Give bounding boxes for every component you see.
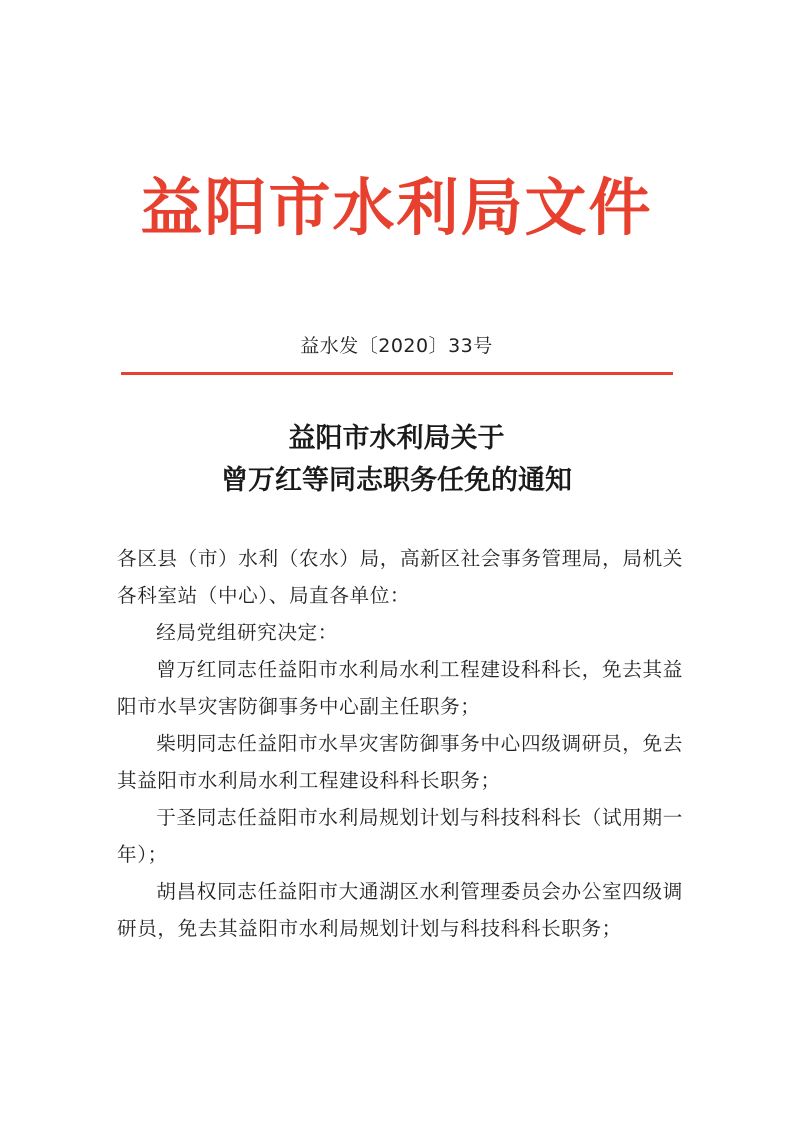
body-paragraph-1: 经局党组研究决定： (156, 621, 338, 644)
document-header-title: 益阳市水利局文件 (140, 171, 653, 244)
notice-title-line-1: 益阳市水利局关于 (288, 423, 505, 454)
notice-body (117, 540, 683, 947)
notice-title-line-2: 曾万红等同志职务任免的通知 (221, 465, 572, 496)
notice-title (0, 418, 793, 502)
document-number: 益水发〔2020〕33号 (300, 335, 493, 357)
addressee-paragraph: 各区县（市）水利（农水）局，高新区社会事务管理局，局机关各科室站（中心）、局直各单位： (117, 547, 683, 607)
body-paragraph-4: 于圣同志任益阳市水利局规划计划与科技科科长（试用期一年）； (117, 806, 683, 866)
body-paragraph-3: 柴明同志任益阳市水旱灾害防御事务中心四级调研员，免去其益阳市水利局水利工程建设科科长职务； (117, 732, 683, 792)
body-paragraph-5: 胡昌权同志任益阳市大通湖区水利管理委员会办公室四级调研员，免去其益阳市水利局规划计划与科技科科长职务； (117, 880, 683, 940)
body-paragraph-2: 曾万红同志任益阳市水利局水利工程建设科科长，免去其益阳市水旱灾害防御事务中心副主任职务； (117, 658, 683, 718)
red-divider-line (121, 372, 673, 375)
